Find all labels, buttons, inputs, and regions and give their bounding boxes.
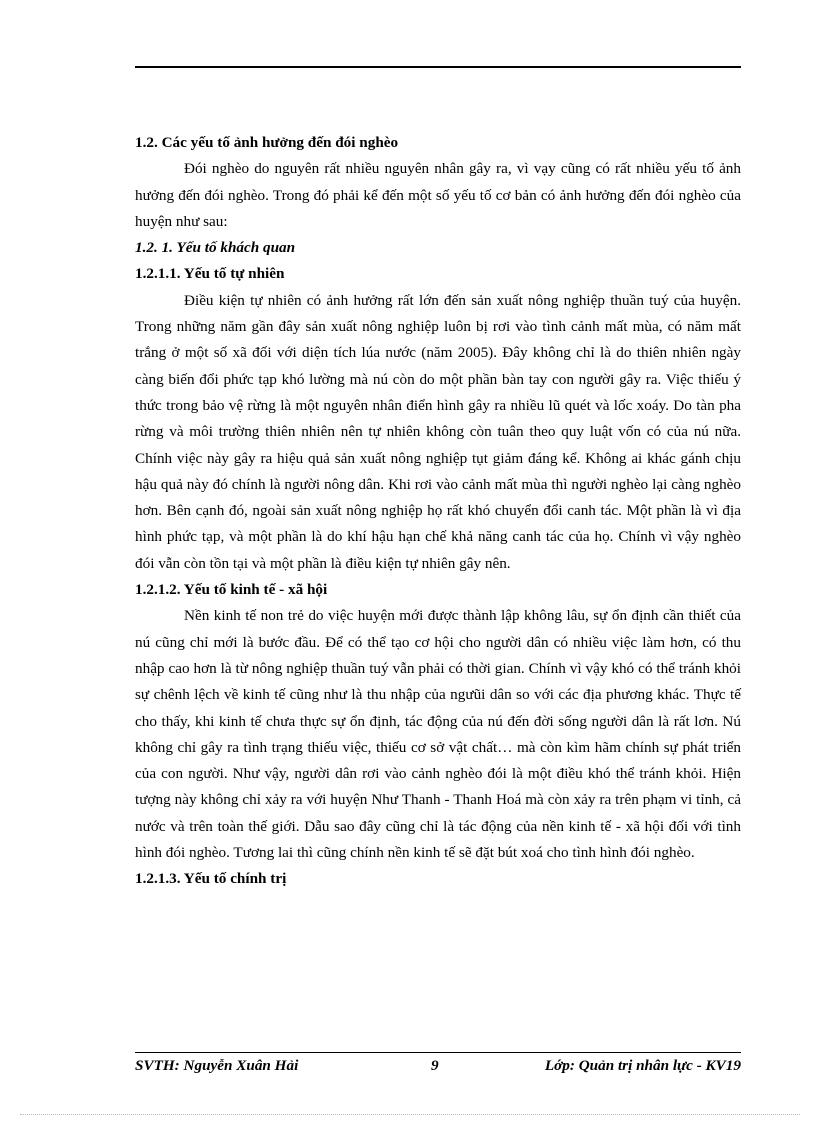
section-heading: 1.2. Các yếu tố ảnh hưởng đến đói nghèo xyxy=(135,134,399,151)
footer-rule xyxy=(135,1052,741,1053)
natural-factor-heading: 1.2.1.1. Yếu tố tự nhiên xyxy=(135,265,285,283)
economic-factor-heading: 1.2.1.2. Yếu tố kinh tế - xã hội xyxy=(135,581,328,599)
subsection-heading: 1.2. 1. Yếu tố khách quan xyxy=(135,239,296,257)
header-rule xyxy=(135,66,741,68)
footer-author: SVTH: Nguyễn Xuân Hải xyxy=(135,1057,299,1074)
page-footer xyxy=(135,1057,741,1079)
footer-class: Lớp: Quản trị nhân lực - KV19 xyxy=(544,1057,741,1074)
page-edge xyxy=(20,1114,800,1115)
natural-factor-paragraph: Điều kiện tự nhiên có ảnh hưởng rất lớn đến sản xuất nông nghiệp thuần tuý của huyện. Trong những năm gần đây sản xuất nông nghiệp luôn bị rơi vào tình cảnh mất mùa, có năm mất trắng ở một số xã đối với diện tích lúa nước (năm 2005). Đây không chỉ là do thiên nhiên ngày càng biến đổi phức tạp khó lường mà nú còn do một phần bàn tay con người gây ra. Việc thiếu ý thức trong bảo vệ rừng là một nguyên nhân điển hình gây ra nhiều lũ quét và lốc xoáy. Do tàn pha rừng và môi trường thiên nhiên nên tự nhiên không còn tuân theo quy luật vốn có của nú nữa. Chính việc này gây ra hiệu quả sản xuất nông nghiệp tụt giảm đáng kể. Không ai khác gánh chịu hậu quả này đó chính là người nông dân. Khi rơi vào cảnh mất mùa thì người nghèo lại càng nghèo hơn. Bên cạnh đó, ngoài sản xuất nông nghiệp họ rất khó chuyển đổi canh tác. Một phần là vì địa hình phức tạp, và một phần là do khí hậu hạn chế khả năng canh tác của họ. Chính vì vậy nghèo đói vẫn còn tồn tại và một phần là điều kiện tự nhiên gây nên. xyxy=(135,291,741,572)
economic-factor-paragraph: Nền kinh tế non trẻ do việc huyện mới được thành lập không lâu, sự ổn định cần thiết của nú cũng chỉ mới là bước đầu. Để có thể tạo cơ hội cho người dân có nhiều việc làm hơn, có thu nhập cao hơn là từ nông nghiệp thuần tuý vẫn phải có thời gian. Chính vì vậy khó có thể tránh khỏi sự chênh lệch về kinh tế cũng như là thu nhập của ngưũi dân so với các địa phương khác. Thực tế cho thấy, khi kinh tế chưa thực sự ổn định, tác động của nú đến đời sống người dân là rất lơn. Nú không chỉ gây ra tình trạng thiếu việc, thiếu cơ sở vật chất… mà còn kìm hãm chính sự phát triển của con người. Như vậy, người dân rơi vào cảnh nghèo đói là một điều khó thể tránh khỏi. Hiện tượng này không chỉ xảy ra với huyện Như Thanh - Thanh Hoá mà còn xảy ra trên phạm vi tỉnh, cả nước và trên toàn thế giới. Dẫu sao đây cũng chỉ là tác động của nền kinh tế - xã hội đối với tình hình đói nghèo. Tương lai thì cũng chính nền kinh tế sẽ đặt bút xoá cho tình hình đói nghèo. xyxy=(135,607,741,862)
intro-paragraph: Đói nghèo do nguyên rất nhiều nguyên nhân gây ra, vì vạy cũng có rất nhiều yếu tố ảnh hưởng đến đói nghèo. Trong đó phải kể đến một số yếu tố cơ bản có ảnh hưởng đến đói nghèo của huyện như sau: xyxy=(135,160,741,230)
document-body xyxy=(135,130,741,893)
political-factor-heading: 1.2.1.3. Yếu tố chính trị xyxy=(135,870,287,888)
page-number: 9 xyxy=(431,1057,439,1074)
